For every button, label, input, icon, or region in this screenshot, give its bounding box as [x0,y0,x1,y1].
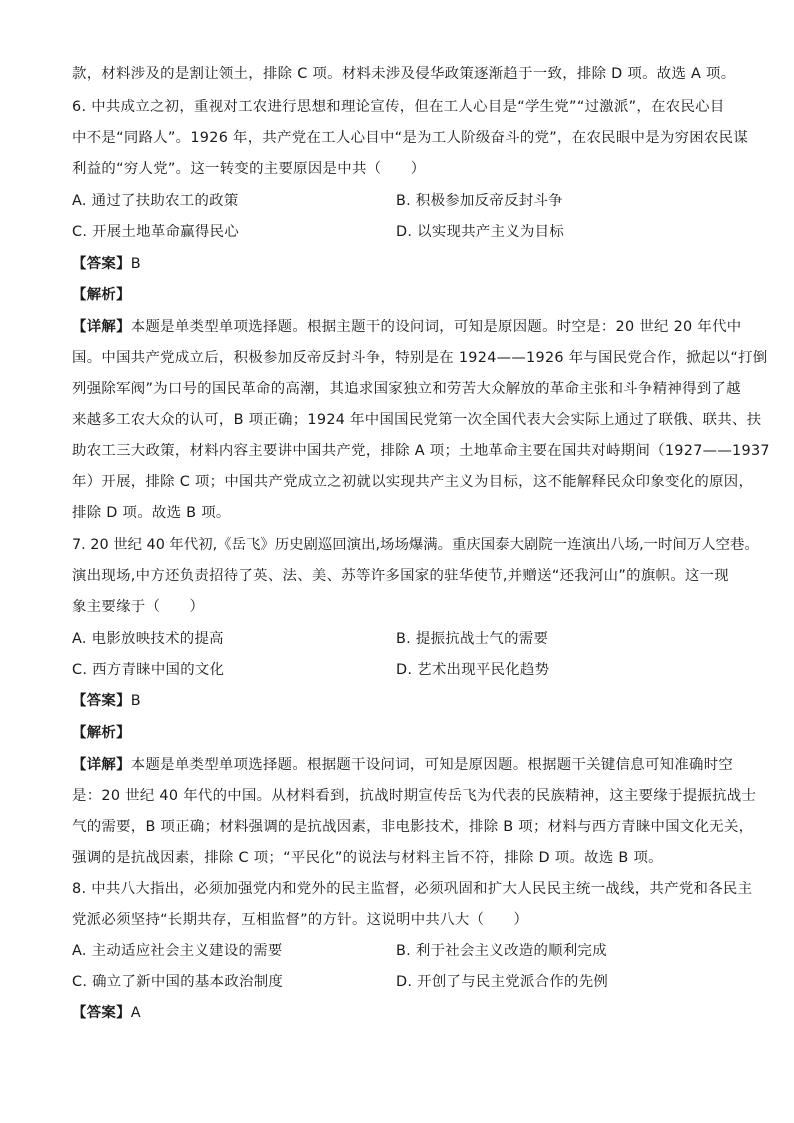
detail-label: 【详解】 [72,757,131,773]
q7-option-c: C. 西方青睐中国的文化 [72,662,225,678]
q8-option-d: D. 开创了与民主党派合作的先例 [396,974,609,990]
q8-stem-line-2: 党派必须坚持“长期共存，互相监督”的方针。这说明中共八大（ ） [72,912,529,928]
q7-option-a: A. 电影放映技术的提高 [72,631,224,647]
q7-detail-line-3: 气的需要，B 项正确；材料强调的是抗战因素，非电影技术，排除 B 项；材料与西方青睐中国文化无关， [72,819,754,835]
q6-stem-line-2: 中不是“同路人”。1926 年，共产党在工人心目中“是为工人阶级奋斗的党”，在农民眼中是为穷困农民谋 [72,130,749,146]
q7-option-d: D. 艺术出现平民化趋势 [396,662,550,678]
q7-detail-line-2: 是：20 世纪 40 年代的中国。从材料看到，抗战时期宣传岳飞为代表的民族精神，这主要缘于提振抗战士 [72,788,757,804]
q6-stem-line-1: 6. 中共成立之初，重视对工农进行思想和理论宣传，但在工人心目是“学生党”“过激派”，在农民心目 [72,99,725,115]
detail-text: 本题是单类型单项选择题。根据题干设问词，可知是原因题。根据题干关键信息可知准确时空 [130,757,734,773]
q7-detail-line-1 [72,755,732,775]
q6-detail-line-7: 排除 D 项。故选 B 项。 [72,505,231,521]
detail-label: 【详解】 [72,319,131,335]
q7-detail-line-4: 强调的是抗战因素，排除 C 项；“平民化”的说法与材料主旨不符，排除 D 项。故选 B 项。 [72,850,663,866]
detail-text: 本题是单类型单项选择题。根据主题干的设问词，可知是原因题。时空是：20 世纪 20 年代中 [130,319,742,335]
q8-option-a: A. 主动适应社会主义建设的需要 [72,943,283,959]
answer-label: 【答案】 [72,256,131,272]
q8-option-b: B. 利于社会主义改造的顺利完成 [396,943,607,959]
q6-option-d: D. 以实现共产主义为目标 [396,224,565,240]
answer-value: B [130,693,141,709]
answer-value: B [130,256,141,272]
q8-option-c: C. 确立了新中国的基本政治制度 [72,974,284,990]
q8-answer [72,1003,732,1023]
q6-detail-line-6: 年）开展，排除 C 项；中国共产党成立之初就以实现共产主义为目标，这不能解释民众印象变化的原因， [72,474,754,490]
q7-analysis-label: 【解析】 [72,725,131,741]
answer-label: 【答案】 [72,1005,131,1021]
q6-detail-line-2: 国。中国共产党成立后，积极参加反帝反封斗争，特别是在 1924——1926 年与国民党合作，掀起以“打倒 [72,350,768,366]
q8-stem-line-1: 8. 中共八大指出，必须加强党内和党外的民主监督，必须巩固和扩大人民民主统一战线，共产党和各民主 [72,881,753,897]
q6-detail-line-5: 助农工三大政策，材料内容主要讲中国共产党，排除 A 项；土地革命主要在国共对峙期间（1927——1937 [72,443,770,459]
answer-label: 【答案】 [72,693,131,709]
q6-option-b: B. 积极参加反帝反封斗争 [396,193,563,209]
q6-option-c: C. 开展土地革命赢得民心 [72,224,240,240]
q7-stem-line-1: 7. 20 世纪 40 年代初,《岳飞》历史剧巡回演出,场场爆满。重庆国泰大剧院一连演出八场,一时间万人空巷。 [72,537,759,553]
q6-analysis-label: 【解析】 [72,287,131,303]
q6-detail-line-4: 来越多工农大众的认可，B 项正确；1924 年中国国民党第一次全国代表大会实际上通过了联俄、联共、扶 [72,412,762,428]
q6-detail-line-1 [72,317,742,337]
q6-option-a: A. 通过了扶助农工的政策 [72,193,239,209]
answer-value: A [130,1005,141,1021]
intro-line: 款，材料涉及的是割让领土，排除 C 项。材料未涉及侵华政策逐渐趋于一致，排除 D 项。故选 A 项。 [72,66,736,82]
q6-stem-line-3: 利益的“穷人党”。这一转变的主要原因是中共（ ） [72,161,426,177]
q6-answer [72,254,732,274]
q6-detail-line-3: 列强除军阀”为口号的国民革命的高潮，其追求国家独立和劳苦大众解放的革命主张和斗争精神得到了越 [72,381,741,397]
q7-stem-line-2: 演出现场,中方还负责招待了英、法、美、苏等许多国家的驻华使节,并赠送“还我河山”的旗帜。这一现 [72,568,729,584]
q7-stem-line-3: 象主要缘于（ ） [72,599,205,615]
q7-answer [72,691,732,711]
q7-option-b: B. 提振抗战士气的需要 [396,631,549,647]
